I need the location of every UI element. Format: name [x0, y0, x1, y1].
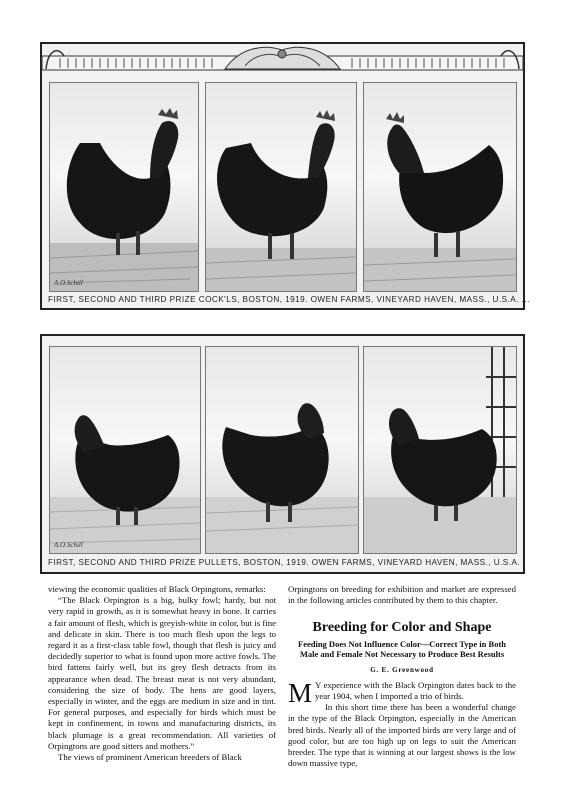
photo-pullet-first [49, 346, 201, 554]
article-paragraph: In this short time there has been a wonderful change in the type of the Black Orpington, especially in the American bred birds. Nearly all of the imported birds are very large and of good color, but are too high up on legs to suit the American breeder. The type that is winning at our largest shows is the low down massive type, [288, 702, 516, 769]
pullet-illustration [206, 347, 358, 553]
pullet-illustration [50, 347, 200, 553]
ornamental-frame-header [40, 42, 525, 72]
photo-plate-pullets [40, 334, 525, 574]
article-subheading: Feeding Does Not Influence Color—Correct Type in Both Male and Female Not Necessary to Produce Best Results [298, 638, 506, 660]
paragraph: viewing the economic qualities of Black Orpingtons, remarks: [48, 584, 266, 594]
photo-plate-cocks [40, 42, 530, 310]
photo-pullet-second [205, 346, 359, 554]
plate-caption: FIRST, SECOND AND THIRD PRIZE PULLETS, BOSTON, 1919. OWEN FARMS, VINEYARD HAVEN, MASS., U.S.A. [48, 558, 521, 567]
cock-illustration [364, 83, 516, 291]
cock-illustration [50, 83, 198, 291]
text-column-right [288, 584, 516, 769]
photo-cock-first [49, 82, 199, 292]
article-byline: G. E. Greenwood [370, 665, 434, 674]
plate-caption: FIRST, SECOND AND THIRD PRIZE COCK'LS, BOSTON, 1919. OWEN FARMS, VINEYARD HAVEN, MASS., U.S.A. ... [48, 295, 530, 304]
photo-pullet-third [363, 346, 517, 554]
text-column-left [48, 584, 276, 763]
photo-cock-second [205, 82, 357, 292]
paragraph: The views of prominent American breeders of Black [58, 752, 242, 763]
pullet-illustration [364, 347, 516, 553]
photo-cock-third [363, 82, 517, 292]
article-heading: Breeding for Color and Shape [312, 620, 492, 636]
paragraph: Orpingtons on breeding for exhibition and market are expressed in the following articles contributed by them to this chapter. [288, 584, 516, 606]
quoted-paragraph: “The Black Orpington is a big, bulky fowl; hardy, but not very rapid in growth, as it is somewhat heavy in bone. It carries a fair amount of flesh, which is greyish-white in color, but is fine and delicate in skin. There is too much flesh upon the legs to regard it as a first-class table fowl, though that flesh is juicy and decidedly superior to what is found upon more active fowls. The bird fattens fairly well, but its grey flesh detracts from its appearance when dead. The breast meat is not very abundant, considering the size of body. The hens are good layers, especially in winter, and the eggs are medium in size and in tint. For general purposes, and especially for birds which must be kept in confinement, in towns and manufacturing districts, its black plumage is a great recommendation. All varieties of Orpingtons are good sitters and mothers.” [48, 595, 276, 751]
paragraph-text: Y experience with the Black Orpington dates back to the year 1904, when I imported a trio of birds. [315, 679, 516, 702]
cock-illustration [206, 83, 356, 291]
artist-signature: A.O.Schill [54, 279, 83, 287]
article-paragraph [288, 677, 516, 708]
drop-cap: M [288, 677, 313, 708]
artist-signature: A.O.Schill [54, 541, 83, 549]
